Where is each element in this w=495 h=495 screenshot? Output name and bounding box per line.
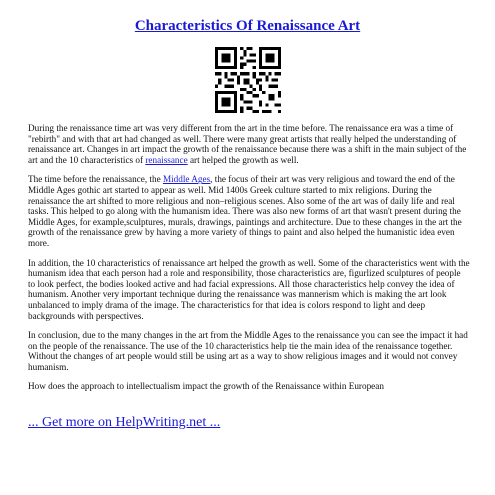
document-title[interactable]: Characteristics Of Renaissance Art [134, 18, 361, 34]
paragraph-4: In conclusion, due to the many changes in the art from the Middle Ages to the renaissance you can see the impact it had on the people of the renaissance. The use of the 10 characteristics help tie the main idea of the renaissance together. Without the changes of art people would still be using art as a way to show religious images and it would not convey humanism. [28, 330, 468, 372]
paragraph-1 [28, 123, 470, 165]
renaissance-link[interactable]: renaissance [145, 154, 188, 165]
paragraph-5: How does the approach to intellectualism impact the growth of the Renaissance within European [28, 381, 384, 392]
middle-ages-link[interactable]: Middle Ages [162, 174, 211, 185]
paragraph-3: In addition, the 10 characteristics of renaissance art helped the growth as well. Some of the characteristics went with the humanism idea that each person had a role and responsibility, those characteristics are, figurlized sculptures of people to look perfect, the bodies looked active and had facial expressions. All those characteristics help convey the idea of humanism. Another very important technique during the renaissance was mannerism which is making the art look unbalanced to imply drama of the image. The characteristics for that idea is colors respond to light and deep backgrounds with perspectives. [28, 257, 470, 321]
paragraph-1-text-end: art helped the growth as well. [187, 154, 299, 165]
qr-code-image [215, 47, 281, 113]
paragraph-1-text-start: During the renaissance time art was very different from the art in the time before. The renaissance era was a time of "rebirth" and with that art had changed as well. There were many great artists that really helped the understanding of renaissance art. Changes in art impact the growth of the renaissance because there was a shift in the main subject of the art and the 10 characteristics of [28, 123, 467, 165]
paragraph-2-text-end: , the focus of their art was very religious and toward the end of the Middle Ages gothic art started to appear as well. Mid 1400s Greek culture started to mix religions. During the renaissance the art shifted to more religious and non–religious scenes. Also some of the art was of daily life and real tasks. This helped to go along with the humanism idea. There was also new forms of art that wasn't present during the Middle Ages, for example,sculptures, murals, drawings, paintings and architecture. Due to these changes in the art the growth of the renaissance grew by having a more variety of things to paint and also helped the humanistic idea even more. [28, 174, 462, 248]
paragraph-2-text-start: The time before the renaissance, the [28, 174, 163, 185]
essay-body [28, 123, 470, 401]
get-more-link[interactable]: ... Get more on HelpWriting.net ... [28, 415, 221, 430]
paragraph-2 [28, 174, 470, 248]
